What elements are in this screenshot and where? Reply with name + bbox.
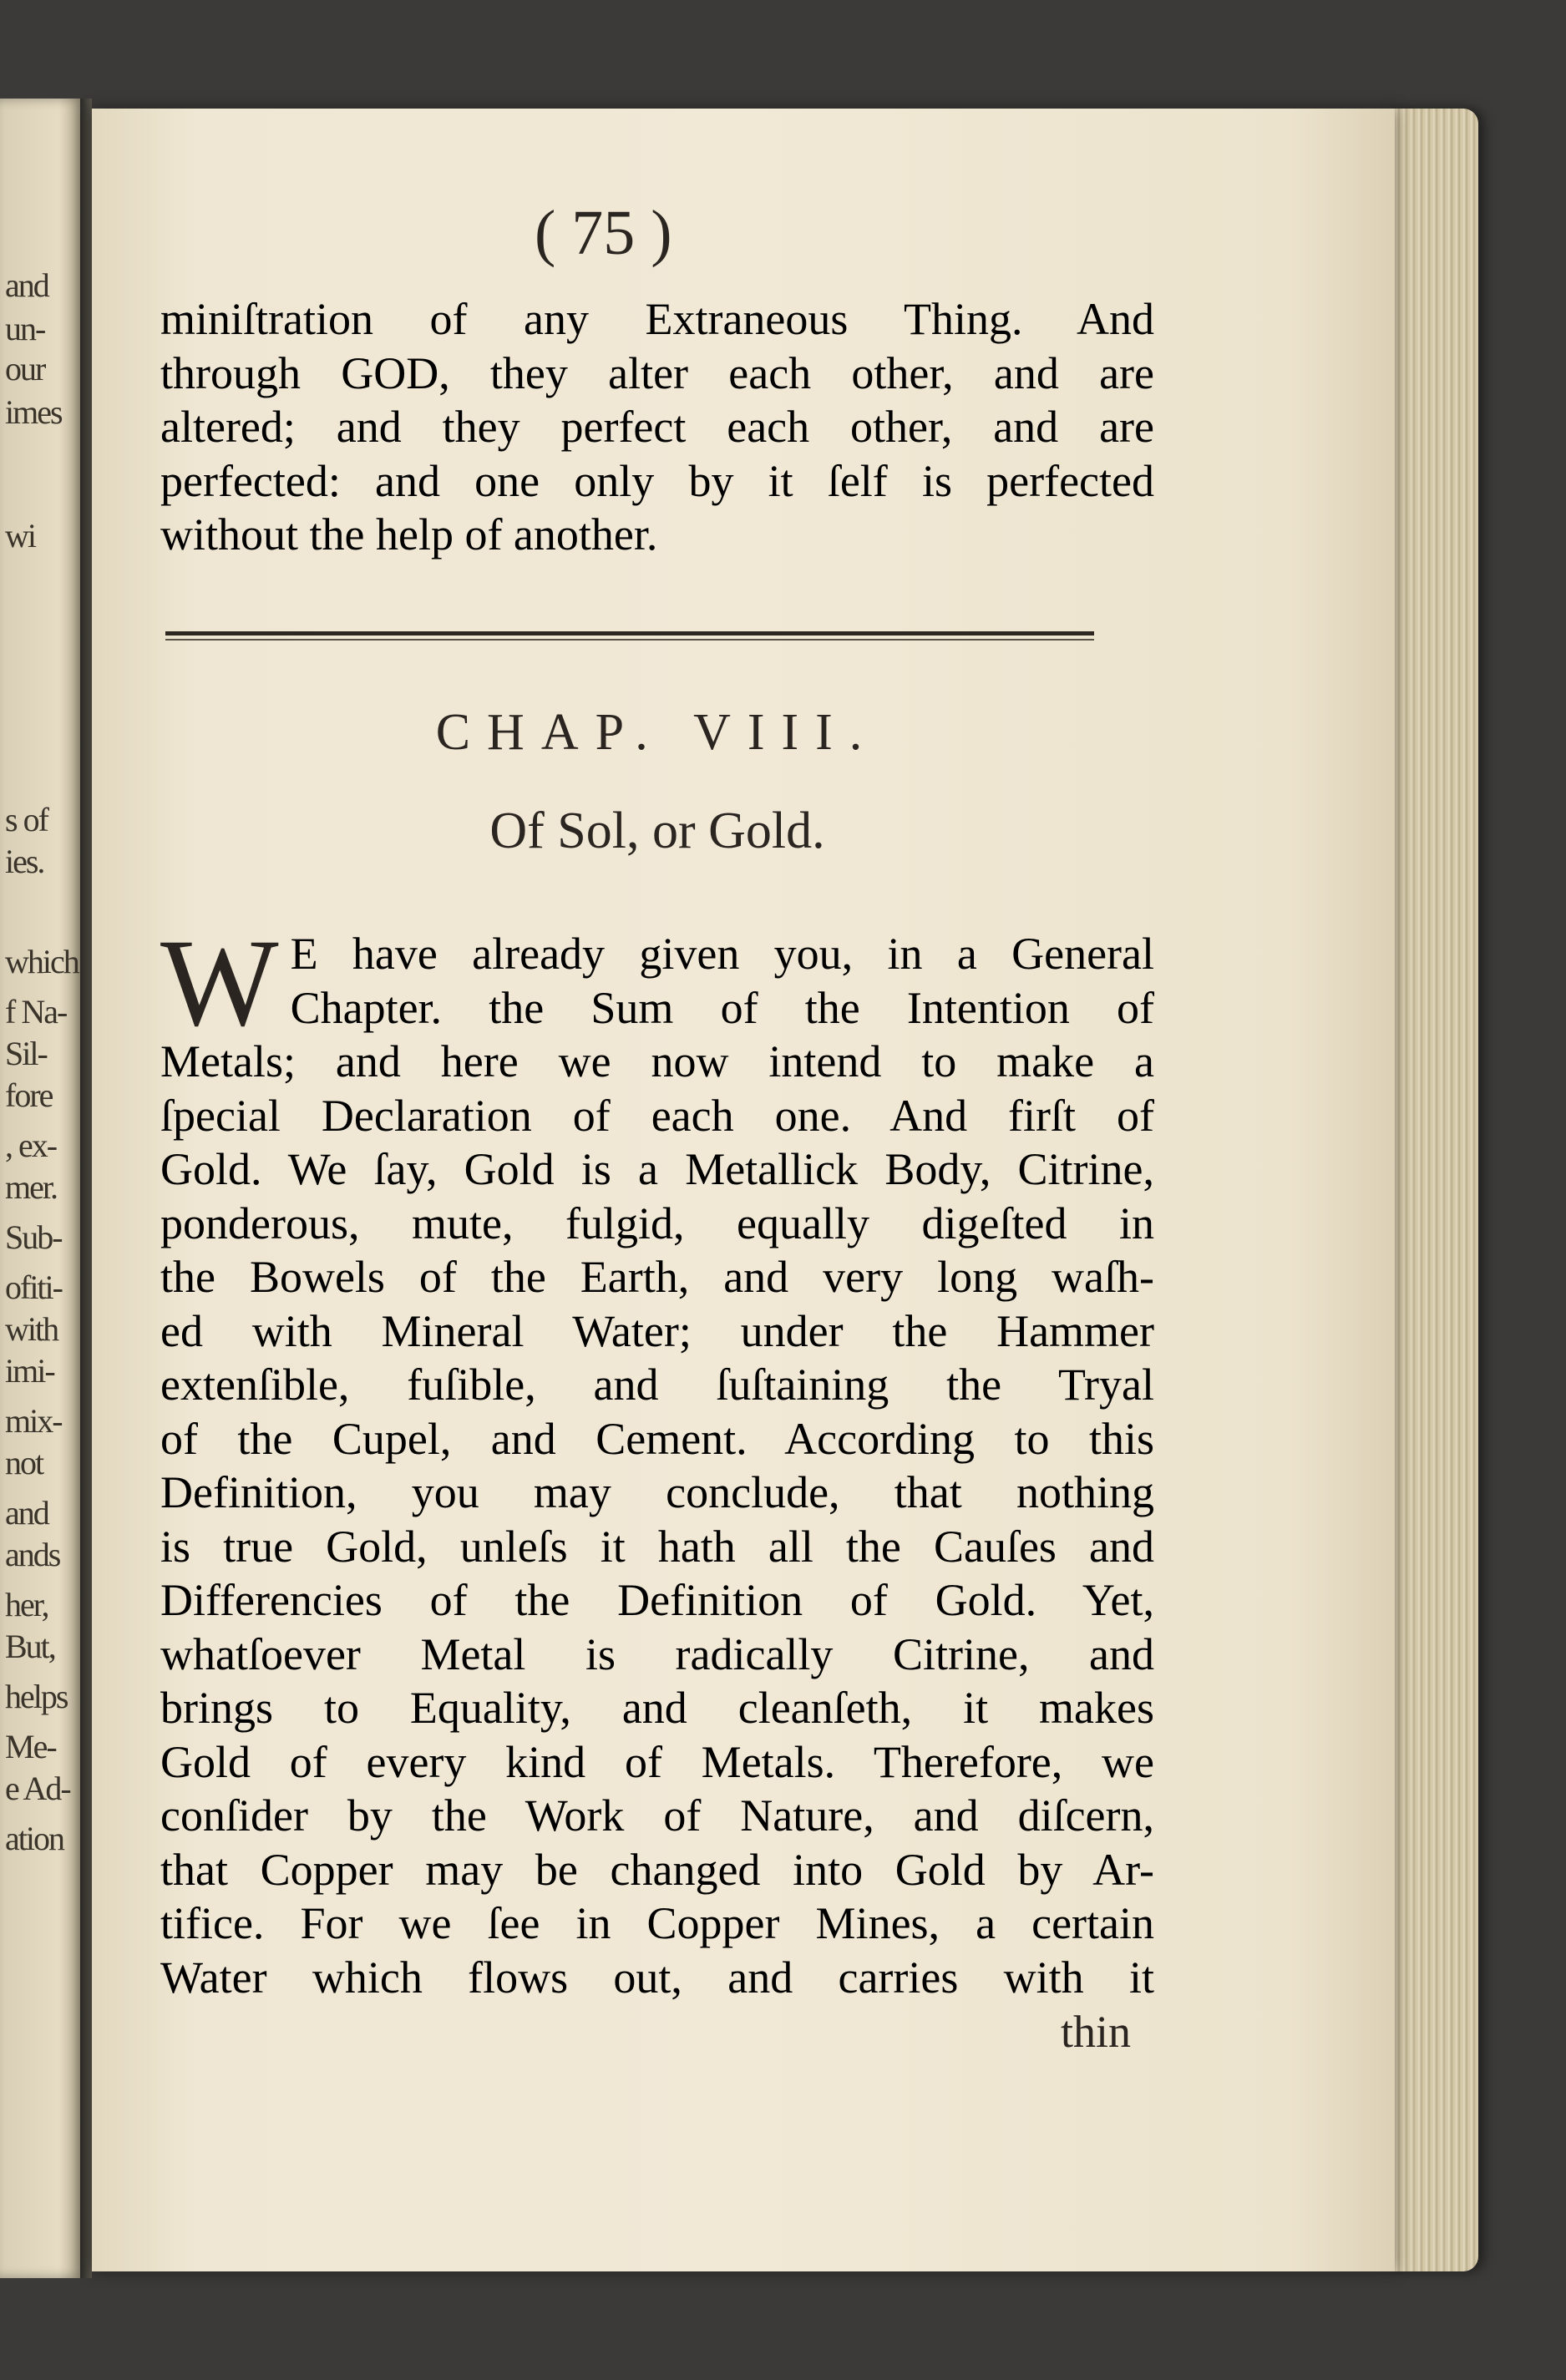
text-line: the Bowels of the Earth, and very long waſh- (160, 1252, 1154, 1302)
text-line: ed with Mineral Water; under the Hammer (160, 1305, 1154, 1356)
book-gutter (80, 99, 92, 2278)
facing-page-text (0, 99, 84, 2278)
text-line: of the Cupel, and Cement. According to this (160, 1413, 1154, 1464)
facing-page-fragment: e Ad- (5, 1770, 70, 1807)
chapter-subtitle: Of Sol, or Gold. (489, 803, 825, 859)
text-line: Water which flows out, and carries with it (160, 1952, 1154, 2003)
text-line: conſider by the Work of Nature, and diſcern, (160, 1790, 1154, 1841)
facing-page-fragment: our (5, 350, 45, 387)
facing-page-fragment: fore (5, 1076, 53, 1114)
text-line: tifice. For we ſee in Copper Mines, a certain (160, 1898, 1154, 1948)
text-line: E have already given you, in a General (290, 929, 1154, 979)
text-line: Chapter. the Sum of the Intention of (290, 982, 1154, 1033)
text-line: ſpecial Declaration of each one. And firſt of (160, 1090, 1154, 1141)
facing-page-fragment: helps (5, 1678, 68, 1715)
facing-page-fragment: ands (5, 1536, 60, 1573)
facing-page-fragment: mer. (5, 1168, 57, 1206)
drop-cap: W (160, 914, 279, 1052)
section-divider-rule (165, 631, 1094, 636)
text-line: is true Gold, unleſs it hath all the Cauſes and (160, 1521, 1154, 1572)
facing-page-fragment: her, (5, 1586, 48, 1623)
text-line: Gold of every kind of Metals. Therefore, we (160, 1736, 1154, 1787)
facing-page-fragment: , ex- (5, 1127, 57, 1164)
facing-page-fragment: ation (5, 1820, 63, 1857)
facing-page-fragment: and (5, 266, 48, 304)
text-line: Definition, you may conclude, that nothing (160, 1467, 1154, 1517)
facing-page-fragment: s of (5, 801, 48, 838)
facing-page-fragment: not (5, 1444, 43, 1481)
facing-page-fragment: Sub- (5, 1218, 62, 1256)
text-line: brings to Equality, and cleanſeth, it makes (160, 1683, 1154, 1733)
facing-page-fragment: ies. (5, 843, 44, 880)
facing-page-fragment: imi- (5, 1352, 54, 1390)
main-paragraph (160, 914, 1154, 2004)
facing-page-fragment: f Na- (5, 993, 67, 1030)
text-line: Metals; and here we now intend to make a (160, 1036, 1154, 1086)
text-line: through GOD, they alter each other, and are (160, 347, 1154, 398)
facing-page-fragment: with (5, 1310, 58, 1348)
text-line: ponderous, mute, fulgid, equally digeſted in (160, 1198, 1154, 1248)
facing-page-fragment: which (5, 943, 79, 980)
facing-page-fragment: But, (5, 1628, 55, 1665)
text-line: miniſtration of any Extraneous Thing. And (160, 294, 1154, 344)
facing-page-fragment: un- (5, 310, 45, 347)
text-line: extenſible, fuſible, and ſuſtaining the Tryal (160, 1360, 1154, 1410)
top-paragraph (160, 292, 1154, 562)
text-line: perfected: and one only by it ſelf is perfected (160, 455, 1154, 506)
facing-page-fragment: wi (5, 517, 35, 554)
text-line: that Copper may be changed into Gold by Ar- (160, 1844, 1154, 1895)
catchword: thin (1061, 2007, 1132, 2057)
page-number: ( 75 ) (535, 198, 672, 268)
facing-page-fragment: mix- (5, 1402, 62, 1440)
text-line: Differencies of the Definition of Gold. Yet, (160, 1575, 1154, 1625)
facing-page-fragment: imes (5, 393, 62, 431)
text-line: Gold. We ſay, Gold is a Metallick Body, Citrine, (160, 1144, 1154, 1194)
text-line: without the help of another. (160, 509, 658, 560)
text-line: altered; and they perfect each other, and are (160, 402, 1154, 452)
facing-page-fragment: and (5, 1494, 48, 1532)
page-edges (1386, 109, 1478, 2271)
facing-page-fragment: Sil- (5, 1035, 47, 1072)
facing-page-fragment: ofiti- (5, 1268, 62, 1306)
chapter-heading: CHAP. VIII. (435, 704, 879, 761)
facing-page-fragment: Me- (5, 1728, 56, 1765)
text-line: whatſoever Metal is radically Citrine, and (160, 1628, 1154, 1679)
facing-page (0, 99, 84, 2278)
